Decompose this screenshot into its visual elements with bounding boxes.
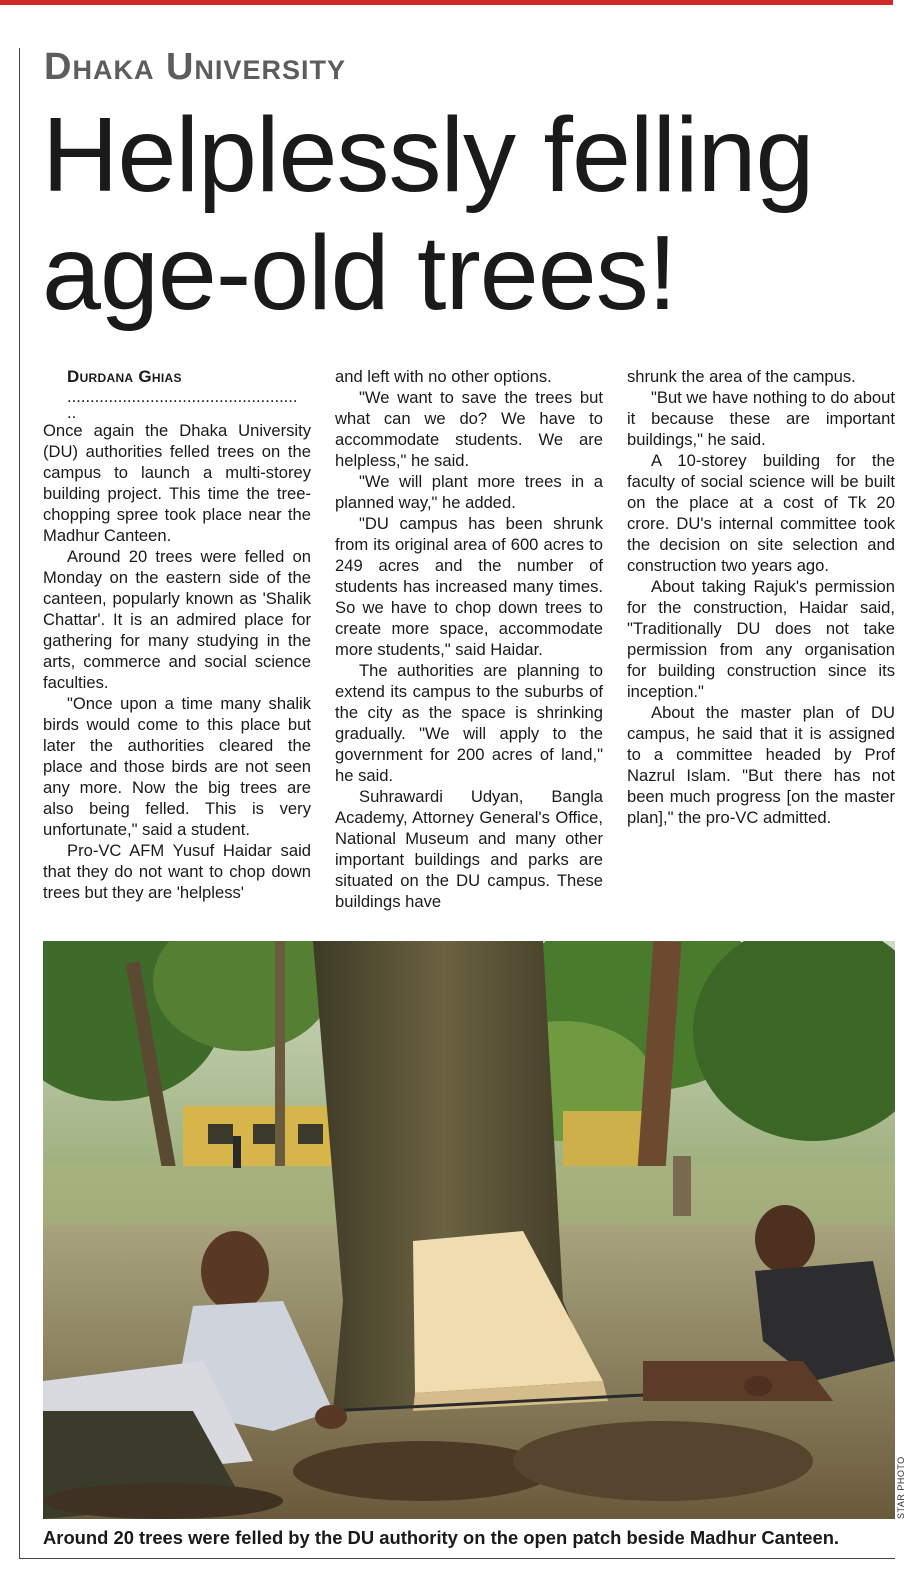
left-column-rule: [19, 48, 20, 1558]
paragraph: The authorities are planning to extend its campus to the suburbs of the city as the space is shrinking gradually. "We will apply to the government for 200 acres of land," he said.: [335, 661, 603, 785]
paragraph: A 10-storey building for the faculty of social science will be built on the place at a cost of Tk 20 crore. DU's internal committee took the decision on site selection and construction two years ago.: [627, 451, 895, 575]
news-photo: [43, 941, 895, 1519]
paragraph: Suhrawardi Udyan, Bangla Academy, Attorney General's Office, National Museum and many other important buildings and parks are situated on the DU campus. These buildings have: [335, 787, 603, 911]
headline-line-1: Helplessly felling: [42, 96, 814, 214]
paragraph: shrunk the area of the campus.: [627, 367, 856, 386]
section-kicker: Dhaka University: [44, 46, 346, 88]
paragraph: "We will plant more trees in a planned way," he added.: [335, 472, 603, 512]
paragraph: Around 20 trees were felled on Monday on the eastern side of the canteen, popularly known as 'Shalik Chattar'. It is an admired place for gathering for many studying in the arts, commerce and social science faculties.: [43, 547, 311, 692]
paragraph: "But we have nothing to do about it because these are important buildings," he said.: [627, 388, 895, 449]
headline-line-2: age-old trees!: [42, 214, 677, 332]
paragraph: Once again the Dhaka University (DU) authorities felled trees on the campus to launch a multi-storey building project. This time the tree-chopping spree took place near the Madhur Canteen.: [43, 421, 311, 545]
paragraph: "DU campus has been shrunk from its original area of 600 acres to 249 acres and the number of students has increased many times. So we have to chop down trees to create more space, accommodate more students," said Haidar.: [335, 514, 603, 659]
byline-dots: ..................................................: [67, 388, 298, 406]
byline-dots-continued: ..: [67, 403, 77, 422]
photo-caption: Around 20 trees were felled by the DU authority on the open patch beside Madhur Canteen.: [43, 1527, 840, 1548]
article-column-1: [43, 366, 311, 903]
paragraph: "We want to save the trees but what can we do? We have to accommodate students. We are helpless," he said.: [335, 388, 603, 470]
byline: Durdana Ghias: [67, 367, 182, 386]
bottom-rule: [19, 1558, 895, 1559]
paragraph: About taking Rajuk's permission for the construction, Haidar said, "Traditionally DU does not take permission from any organisation for building construction since its inception.": [627, 577, 895, 701]
paragraph: Pro-VC AFM Yusuf Haidar said that they do not want to chop down trees but they are 'helpless': [43, 841, 311, 902]
paragraph: "Once upon a time many shalik birds would come to this place but later the authorities cleared the place and those birds are not seen any more. Now the big trees are also being felled. This is very unfortunate," said a student.: [43, 694, 311, 839]
top-red-rule: [0, 0, 893, 5]
paragraph: About the master plan of DU campus, he said that it is assigned to a committee headed by Prof Nazrul Islam. "But there has not been much progress [on the master plan]," the pro-VC admitted.: [627, 703, 895, 827]
headline: [42, 96, 902, 332]
paragraph: and left with no other options.: [335, 367, 552, 386]
article-column-2: [335, 366, 603, 912]
article-column-3: [627, 366, 895, 828]
photo-credit: STAR PHOTO: [896, 1456, 906, 1519]
